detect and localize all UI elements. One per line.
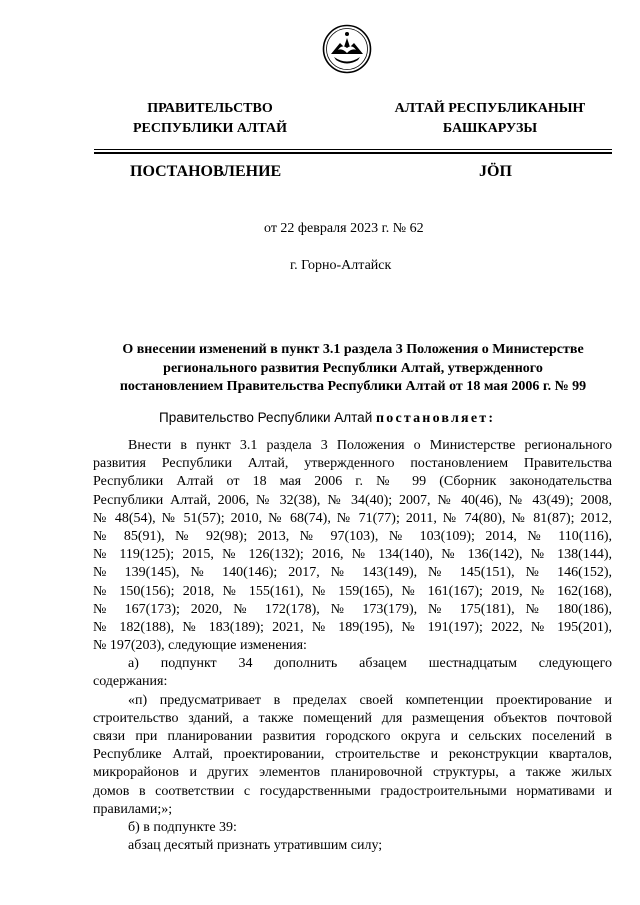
body-line: Республики Алтай от 18 мая 2006 г. № 99 (Сборник законодательства: [93, 474, 612, 490]
body-line: Республики Алтай, 2006, № 32(38), № 34(40); 2007, № 40(46), № 43(49); 2008,: [93, 492, 612, 508]
title-line-3: постановлением Правительства Республики Алтай от 18 мая 2006 г. № 99: [119, 379, 587, 394]
date-number: от 22 февраля 2023 г. № 62: [264, 221, 424, 236]
body-line: № 182(188), № 183(189); 2021, № 189(195), № 191(197); 2022, № 195(201),: [93, 619, 612, 635]
left-org-name: [110, 99, 310, 139]
doc-type-altai: JÖП: [479, 163, 512, 180]
body-line: № 197(203), следующие изменения:: [93, 638, 307, 654]
body-line: правилами;»;: [93, 801, 173, 817]
header-rule-thick: [94, 152, 612, 154]
left-org-line-2: РЕСПУБЛИКИ АЛТАЙ: [132, 121, 288, 136]
preamble: [159, 409, 495, 428]
title-line-2: регионального развития Республики Алтай, утвержденного: [163, 360, 543, 376]
document-title: [94, 341, 612, 397]
preamble-emphasis: постановляет:: [375, 411, 496, 426]
body-line: а) подпункт 34 дополнить абзацем шестнадцатым следующего: [128, 656, 612, 672]
body-line: развития Республики Алтай, утвержденного постановлением Правительства: [93, 456, 612, 472]
body-line: микрорайонов и других элементов планировочной структуры, а также жилых: [93, 765, 612, 781]
left-org-line-1: ПРАВИТЕЛЬСТВО: [147, 101, 273, 116]
body-line: № 119(125); 2015, № 126(132); 2016, № 134(140), № 136(142), № 138(144),: [93, 547, 612, 563]
body-line: домов в соответствии с государственными градостроительными нормативами и: [93, 783, 612, 799]
document-body: [93, 437, 612, 855]
body-line: № 167(173); 2020, № 172(178), № 173(179), № 175(181), № 180(186),: [93, 601, 612, 617]
right-org-name: [360, 99, 620, 139]
body-line: № 48(54), № 51(57); 2010, № 68(74), № 71(77); 2011, № 74(80), № 81(87); 2012,: [93, 510, 612, 526]
preamble-text: Правительство Республики Алтай: [159, 410, 376, 425]
body-line: № 139(145), № 140(146); 2017, № 143(149), № 145(151), № 146(152),: [93, 565, 612, 581]
body-line: связи при планировании развития городского округа и сельских поселений в: [93, 729, 612, 744]
right-org-line-2: БАШКАРУЗЫ: [442, 121, 538, 136]
body-line: № 85(91), № 92(98); 2013, № 97(103), № 103(109); 2014, № 110(116),: [93, 528, 612, 544]
right-org-line-1: АЛТАЙ РЕСПУБЛИКАНЫҤ: [394, 101, 586, 116]
header-rule-thin: [94, 149, 612, 150]
doc-type-russian: ПОСТАНОВЛЕНИЕ: [130, 163, 282, 180]
body-line: содержания:: [93, 674, 168, 690]
body-line: «п) предусматривает в пределах своей компетенции проектирование и: [128, 692, 612, 708]
body-line: Внести в пункт 3.1 раздела 3 Положения о Министерстве регионального: [128, 438, 612, 453]
body-line: строительство зданий, а также помещений для размещения объектов почтовой: [93, 710, 612, 726]
city: г. Горно-Алтайск: [290, 258, 392, 273]
body-line: Республике Алтай, проектировании, строительстве и реконструкции кварталов,: [93, 747, 612, 763]
title-line-1: О внесении изменений в пункт 3.1 раздела 3 Положения о Министерстве: [122, 342, 584, 357]
body-line: абзац десятый признать утратившим силу;: [128, 838, 383, 854]
body-line: б) в подпункте 39:: [128, 819, 237, 835]
body-line: № 150(156); 2018, № 155(161), № 159(165), № 161(167); 2019, № 162(168),: [93, 583, 612, 599]
coat-of-arms-icon: [322, 24, 372, 74]
